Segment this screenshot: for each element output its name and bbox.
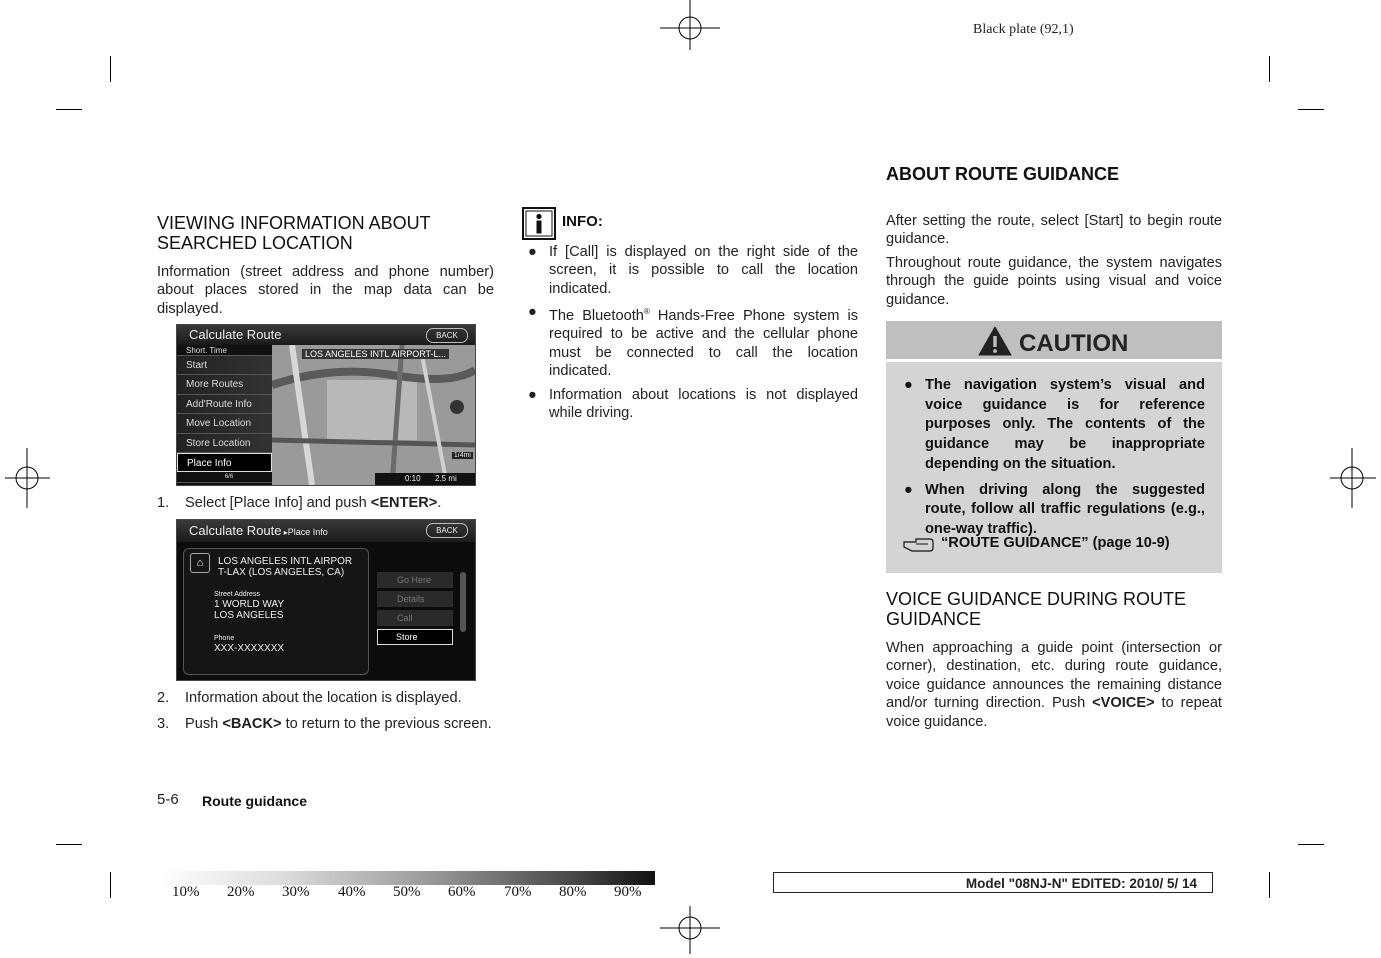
bullet-text: The Bluetooth	[549, 308, 644, 325]
crop-mark	[110, 56, 111, 82]
warning-triangle-icon	[978, 326, 1012, 356]
step-number: 2.	[157, 690, 170, 706]
heading-line: SEARCHED LOCATION	[157, 233, 353, 253]
registration-mark-icon	[1322, 448, 1381, 508]
menu-item-move-location[interactable]: Move Location	[177, 414, 272, 433]
pointing-hand-icon	[902, 534, 936, 554]
menu-item-more-routes[interactable]: More Routes	[177, 375, 272, 394]
step-1	[157, 494, 494, 512]
tone-scale-bar	[157, 871, 655, 885]
screen-subtitle: Place Info	[287, 527, 328, 537]
bullet-text: If [Call] is displayed on the right side of the screen, it is possible to call the location indicated.	[549, 244, 858, 297]
registration-mark-icon	[0, 448, 60, 508]
page-number: 5-6	[157, 791, 179, 808]
reference-link[interactable]: “ROUTE GUIDANCE” (page 10-9)	[941, 534, 1170, 551]
step-number: 1.	[157, 495, 170, 511]
bullet-text: Information about locations is not displayed while driving.	[549, 386, 858, 422]
list-item: ● If [Call] is displayed on the right side of the screen, it is possible to call the location indicated.	[528, 244, 858, 297]
tone-label: 90%	[614, 884, 642, 900]
menu-item-start[interactable]: Start	[177, 356, 272, 375]
step-text: Push	[185, 716, 223, 733]
route-menu	[177, 345, 272, 483]
back-button[interactable]: BACK	[426, 523, 468, 538]
route-guidance-text	[886, 212, 1222, 314]
caution-text: When driving along the suggested route, follow all traffic regulations (e.g., one-way traffic).	[925, 481, 1205, 537]
place-info-icon: ⌂	[190, 553, 210, 573]
caution-reference	[902, 534, 1205, 554]
phone-label: Phone	[214, 635, 235, 642]
map-scale: 1/4mi	[453, 452, 471, 459]
crop-mark	[56, 844, 82, 845]
tone-label: 30%	[282, 884, 310, 900]
list-item: ● When driving along the suggested route, follow all traffic regulations (e.g., one-way traffic).	[902, 481, 1205, 540]
caution-text: The navigation system’s visual and voice guidance is for reference purposes only. The contents of the guidance may be inappropriate depending on the situation.	[925, 377, 1205, 472]
tone-label: 60%	[448, 884, 476, 900]
map-roads	[272, 345, 475, 485]
step-end: .	[437, 495, 442, 511]
back-key: <BACK>	[222, 716, 282, 733]
paragraph-end: to repeat voice guidance.	[886, 695, 1222, 730]
enter-key: <ENTER>	[370, 495, 438, 511]
intro-paragraph: Information (street address and phone number) about places stored in the map data can be displayed.	[157, 264, 494, 317]
address-line: 1 WORLD WAY	[214, 599, 285, 610]
place-name-line: LOS ANGELES INTL AIRPOR	[218, 556, 353, 567]
store-button[interactable]: Store	[377, 629, 453, 645]
action-buttons	[377, 572, 453, 645]
crop-mark	[110, 872, 111, 898]
voice-guidance-text	[886, 639, 1222, 731]
model-edited-box: Model "08NJ-N" EDITED: 2010/ 5/ 14	[773, 872, 1213, 893]
heading-line: VIEWING INFORMATION ABOUT	[157, 213, 431, 233]
screen-title: Calculate Route ▸Place Info	[177, 520, 475, 542]
screen-title-text: Calculate Route	[189, 327, 282, 342]
address-line: LOS ANGELES	[214, 610, 284, 621]
go-here-button[interactable]: Go Here	[377, 572, 453, 588]
nav-screen-calculate-route	[176, 324, 476, 486]
step-number: 3.	[157, 716, 170, 733]
crop-mark	[1298, 844, 1324, 845]
crop-mark	[1298, 109, 1324, 110]
crop-mark	[56, 109, 82, 110]
section-heading	[157, 213, 497, 253]
list-item: ● Information about locations is not displayed while driving.	[528, 386, 858, 422]
address-label: Street Address	[214, 591, 260, 598]
info-icon	[522, 207, 556, 240]
paragraph: When approaching a guide point (intersection or corner), destination, etc. during route guidance, voice guidance announces the remaining distance and/or turning direction. Push	[886, 640, 1222, 712]
route-summary	[375, 473, 475, 485]
menu-item-place-info[interactable]: Place Info	[177, 453, 272, 472]
crop-mark	[1269, 872, 1270, 898]
call-button[interactable]: Call	[377, 610, 453, 626]
tone-label: 10%	[172, 884, 200, 900]
scrollbar[interactable]	[460, 572, 466, 632]
caution-header	[886, 321, 1222, 362]
section-heading: ABOUT ROUTE GUIDANCE	[886, 164, 1119, 184]
section-heading	[886, 589, 1226, 629]
paragraph: Throughout route guidance, the system navigates through the guide points using visual and voice guidance.	[886, 254, 1222, 308]
step-text: Select [Place Info] and push	[185, 495, 371, 511]
bullet-text: Hands-Free Phone system is required to be active and the cellular phone must be connected to call the location indicated.	[549, 308, 858, 380]
list-item: ● The navigation system’s visual and voice guidance is for reference purposes only. The contents of the guidance may be inappropriate depending on the situation.	[902, 376, 1205, 475]
place-name-line: T-LAX (LOS ANGELES, CA)	[218, 567, 345, 578]
route-distance: 2.5 mi	[435, 474, 457, 483]
phone-info	[214, 635, 284, 654]
heading-line: GUIDANCE	[886, 609, 982, 629]
tone-label: 20%	[227, 884, 255, 900]
registration-mark-icon	[660, 0, 720, 60]
screen-title-text: Calculate Route	[189, 523, 282, 538]
crop-mark	[1269, 56, 1270, 82]
route-time: 0:10	[405, 474, 421, 483]
voice-key: <VOICE>	[1092, 695, 1155, 712]
tone-label: 50%	[393, 884, 421, 900]
menu-item-store-location[interactable]: Store Location	[177, 434, 272, 453]
section-name: Route guidance	[202, 793, 308, 809]
route-type: Short. Time	[177, 345, 272, 356]
paragraph: After setting the route, select [Start] to begin route guidance.	[886, 213, 1222, 248]
heading-line: VOICE GUIDANCE DURING ROUTE	[886, 589, 1187, 609]
step-text: to return to the previous screen.	[281, 716, 492, 733]
list-item: ● The Bluetooth® Hands-Free Phone system is required to be active and the cellular phone must be connected to call the location indicated.	[528, 304, 858, 380]
caution-title: CAUTION	[1019, 330, 1129, 357]
menu-item-add-route-info[interactable]: Add'Route Info	[177, 395, 272, 414]
map-view	[272, 345, 475, 485]
phone-number: XXX-XXXXXXX	[214, 643, 285, 654]
place-info-panel	[183, 548, 369, 675]
details-button[interactable]: Details	[377, 591, 453, 607]
caution-body	[902, 376, 1205, 554]
registration-mark-icon	[660, 898, 720, 958]
steps-2-3	[157, 689, 494, 734]
page-indicator: 6/6	[177, 472, 272, 483]
street-address	[214, 591, 284, 621]
back-button[interactable]: BACK	[426, 328, 468, 343]
step-text: Information about the location is displayed.	[185, 690, 462, 706]
caution-box	[886, 321, 1222, 573]
tone-label: 40%	[338, 884, 366, 900]
tone-label: 70%	[504, 884, 532, 900]
plate-label: Black plate (92,1)	[973, 22, 1074, 37]
place-name	[218, 556, 352, 578]
info-label: INFO:	[562, 213, 603, 230]
tone-label: 80%	[559, 884, 587, 900]
info-bullets	[522, 243, 858, 428]
nav-screen-place-info	[176, 519, 476, 681]
registered-mark: ®	[643, 307, 650, 317]
map-destination-label: LOS ANGELES INTL AIRPORT-L...	[302, 349, 449, 359]
